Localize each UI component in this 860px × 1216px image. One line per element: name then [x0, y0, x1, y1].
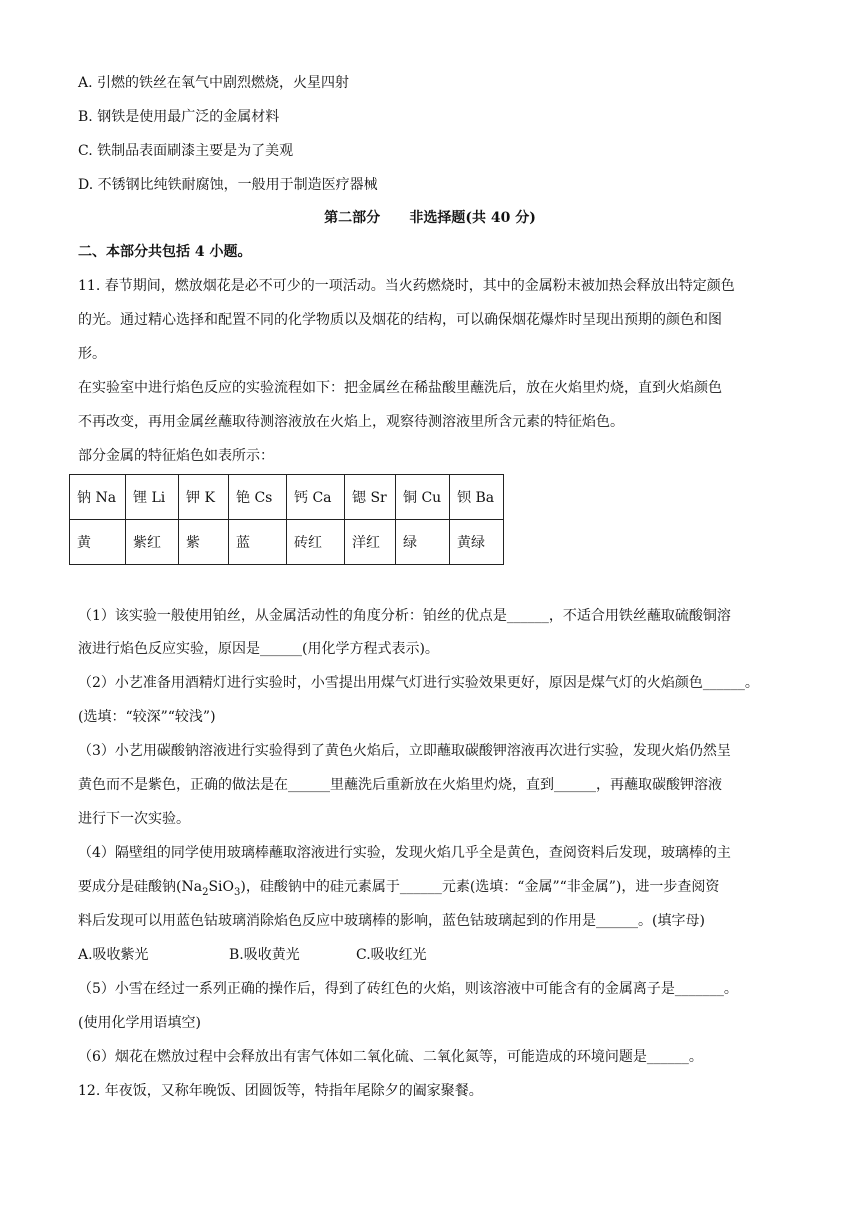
subscript: 2: [202, 886, 209, 898]
table-row-metals: [70, 475, 504, 520]
q12-intro: 12. 年夜饭，又称年晚饭、团圆饭等，特指年尾除夕的阖家聚餐。: [78, 1083, 483, 1099]
q11-part4-choices: [78, 945, 427, 965]
option-b: B. 钢铁是使用最广泛的金属材料: [78, 109, 280, 125]
table-cell: 紫红: [126, 520, 179, 565]
q11-part4-line1: （4）隔壁组的同学使用玻璃棒蘸取溶液进行实验，发现火焰几乎全是黄色，查阅资料后发现，玻璃棒的主: [78, 845, 731, 861]
table-cell: 蓝: [229, 520, 287, 565]
table-cell: 绿: [396, 520, 450, 565]
option-d: D. 不锈钢比纯铁耐腐蚀，一般用于制造医疗器械: [78, 177, 378, 193]
q11-part4-text: SiO: [208, 879, 234, 895]
q11-part4-line3: 料后发现可以用蓝色钴玻璃消除焰色反应中玻璃棒的影响，蓝色钴玻璃起到的作用是______。(填字母): [78, 913, 705, 929]
table-cell: 锂 Li: [126, 475, 179, 520]
q11-part2-line1: （2）小艺准备用酒精灯进行实验时，小雪提出用煤气灯进行实验效果更好，原因是煤气灯的火焰颜色______。: [78, 675, 759, 691]
table-cell: 铯 Cs: [229, 475, 287, 520]
part2-heading: 第二部分 非选择题(共 40 分): [324, 210, 536, 226]
table-cell: 紫: [179, 520, 229, 565]
table-cell: 钙 Ca: [287, 475, 345, 520]
flame-color-table: [69, 474, 504, 565]
q11-part3-line2: 黄色而不是紫色，正确的做法是在______里蘸洗后重新放在火焰里灼烧，直到______，再蘸取碳酸钾溶液: [78, 777, 722, 793]
q11-part2-line2: (选填：“较深”“较浅”): [78, 709, 216, 725]
q11-part5-line2: (使用化学用语填空): [78, 1015, 201, 1031]
q11-part3-line3: 进行下一次实验。: [78, 811, 190, 827]
q11-part6-line1: （6）烟花在燃放过程中会释放出有害气体如二氧化硫、二氧化氮等，可能造成的环境问题是______。: [78, 1049, 703, 1065]
q11-part4-line2: [78, 877, 719, 903]
q11-part1-line1: （1）该实验一般使用铂丝，从金属活动性的角度分析：铂丝的优点是______，不适合用铁丝蘸取硫酸铜溶: [78, 608, 731, 624]
section-heading: 二、本部分共包括 4 小题。: [78, 244, 252, 260]
table-cell: 黄绿: [450, 520, 504, 565]
q11-part5-line1: （5）小雪在经过一系列正确的操作后，得到了砖红色的火焰，则该溶液中可能含有的金属离子是_______。: [78, 981, 738, 997]
q11-part1-line2: 液进行焰色反应实验，原因是______(用化学方程式表示)。: [78, 641, 439, 657]
table-cell: 锶 Sr: [345, 475, 396, 520]
choice-b: B.吸收黄光: [229, 947, 300, 963]
q11-part4-text: )，硅酸钠中的硅元素属于______元素(选填：“金属”“非金属”)，进一步查阅资: [240, 879, 720, 895]
table-cell: 钠 Na: [70, 475, 126, 520]
q11-intro-line1: 11. 春节期间，燃放烟花是必不可少的一项活动。当火药燃烧时，其中的金属粉末被加热会释放出特定颜色: [78, 278, 735, 294]
q11-procedure-line1: 在实验室中进行焰色反应的实验流程如下：把金属丝在稀盐酸里蘸洗后，放在火焰里灼烧，直到火焰颜色: [78, 380, 722, 396]
table-row-colors: [70, 520, 504, 565]
q11-procedure-line2: 不再改变，再用金属丝蘸取待测溶液放在火焰上，观察待测溶液里所含元素的特征焰色。: [78, 414, 624, 430]
table-cell: 砖红: [287, 520, 345, 565]
q11-intro-line2: 的光。通过精心选择和配置不同的化学物质以及烟花的结构，可以确保烟花爆炸时呈现出预期的颜色和图: [78, 312, 722, 328]
table-cell: 钾 K: [179, 475, 229, 520]
table-cell: 铜 Cu: [396, 475, 450, 520]
q11-intro-line3: 形。: [78, 346, 106, 362]
option-a: A. 引燃的铁丝在氧气中剧烈燃烧，火星四射: [78, 75, 350, 91]
choice-c: C.吸收红光: [356, 947, 427, 963]
option-c: C. 铁制品表面刷漆主要是为了美观: [78, 143, 294, 159]
table-cell: 钡 Ba: [450, 475, 504, 520]
table-cell: 洋红: [345, 520, 396, 565]
subscript: 3: [233, 886, 241, 898]
table-cell: 黄: [70, 520, 126, 565]
q11-part4-text: 要成分是硅酸钠(Na: [78, 879, 203, 895]
q11-part3-line1: （3）小艺用碳酸钠溶液进行实验得到了黄色火焰后，立即蘸取碳酸钾溶液再次进行实验，发现火焰仍然呈: [78, 743, 731, 759]
q11-table-caption: 部分金属的特征焰色如表所示：: [78, 448, 274, 464]
choice-a: A.吸收紫光: [78, 947, 149, 963]
